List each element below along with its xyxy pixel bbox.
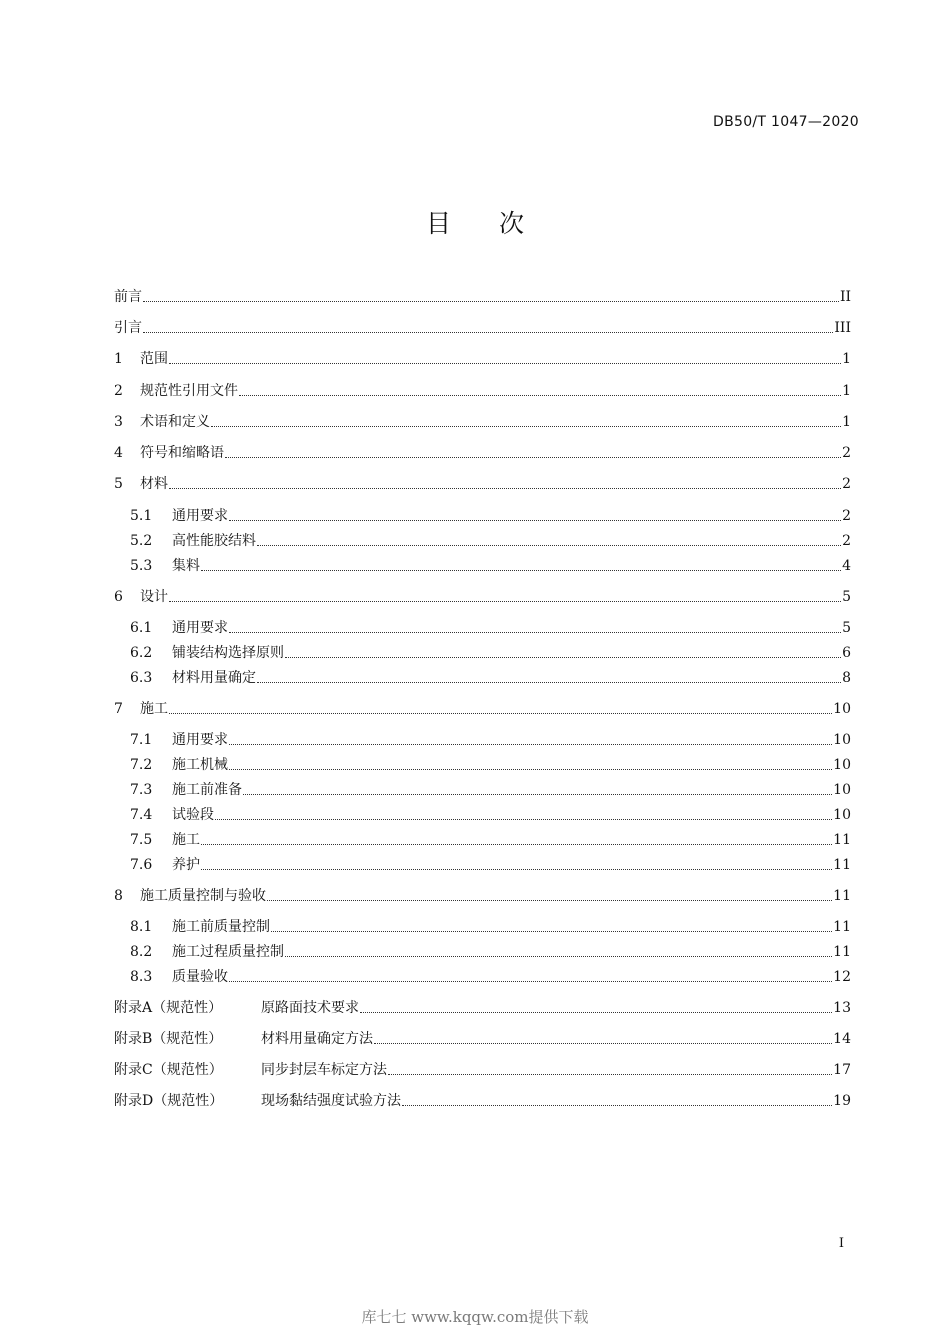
toc-entry[interactable] [114, 348, 851, 370]
toc-entry[interactable] [130, 555, 851, 577]
toc-entry-page: 11 [833, 832, 851, 848]
toc-entry[interactable] [130, 804, 851, 826]
toc-leader-dots [257, 544, 841, 546]
toc-entry-label: 范围 [140, 351, 168, 367]
toc-entry[interactable] [114, 1090, 851, 1112]
toc-entry-number: 6.1 [130, 620, 153, 636]
toc-entry-label: 施工 [140, 701, 168, 717]
toc-entry-page: 11 [833, 857, 851, 873]
toc-entry-label: 质量验收 [172, 969, 228, 985]
toc-entry[interactable] [114, 442, 851, 464]
toc-entry-label: 同步封层车标定方法 [261, 1062, 387, 1078]
toc-leader-dots [374, 1042, 832, 1044]
toc-entry-number: 5.1 [130, 508, 153, 524]
toc-leader-dots [201, 868, 832, 870]
toc-entry-page: 10 [833, 757, 851, 773]
toc-appendix-prefix: 附录B（规范性） [114, 1031, 223, 1047]
toc-leader-dots [169, 362, 841, 364]
toc-entry[interactable] [130, 854, 851, 876]
toc-leader-dots [229, 980, 832, 982]
toc-entry[interactable] [130, 829, 851, 851]
toc-entry[interactable] [130, 779, 851, 801]
toc-entry-page: 10 [833, 701, 851, 717]
toc-entry[interactable] [130, 966, 851, 988]
toc-entry-label: 养护 [172, 857, 200, 873]
toc-entry-page: 1 [842, 383, 851, 399]
toc-leader-dots [360, 1011, 832, 1013]
toc-entry[interactable] [130, 941, 851, 963]
toc-entry-label: 材料用量确定方法 [261, 1031, 373, 1047]
watermark: 库七七 www.kqqw.com提供下载 [361, 1308, 589, 1326]
toc-leader-dots [229, 631, 841, 633]
toc-entry-page: 2 [842, 508, 851, 524]
toc-leader-dots [215, 818, 832, 820]
toc-leader-dots [169, 600, 841, 602]
toc-entry-label: 铺装结构选择原则 [172, 645, 284, 661]
toc-entry-label: 设计 [140, 589, 168, 605]
toc-entry-label: 规范性引用文件 [140, 383, 238, 399]
toc-entry-page: 5 [842, 589, 851, 605]
toc-entry[interactable] [114, 473, 851, 495]
toc-entry-number: 6.3 [130, 670, 153, 686]
toc-entry-page: 12 [833, 969, 851, 985]
toc-leader-dots [285, 656, 841, 658]
toc-entry[interactable] [114, 411, 851, 433]
toc-entry-number: 5.3 [130, 558, 153, 574]
toc-entry-page: 11 [833, 888, 851, 904]
toc-entry-page: II [839, 289, 851, 305]
toc-entry[interactable] [130, 916, 851, 938]
toc-leader-dots [169, 487, 841, 489]
toc-entry-label: 高性能胶结料 [172, 533, 256, 549]
toc-leader-dots [201, 843, 832, 845]
toc-entry-label: 引言 [114, 320, 142, 336]
toc-entry[interactable] [114, 698, 851, 720]
toc-entry-label: 通用要求 [172, 508, 228, 524]
toc-entry-page: 6 [842, 645, 851, 661]
toc-entry-page: 13 [833, 1000, 851, 1016]
toc-entry-label: 施工前准备 [172, 782, 242, 798]
toc-entry-number: 7.3 [130, 782, 153, 798]
toc-leader-dots [271, 930, 832, 932]
toc-entry-number: 5.2 [130, 533, 153, 549]
toc-entry-label: 符号和缩略语 [140, 445, 224, 461]
toc-entry-page: 17 [833, 1062, 851, 1078]
toc-entry[interactable] [130, 617, 851, 639]
toc-entry-label: 材料 [140, 476, 168, 492]
toc-leader-dots [229, 519, 841, 521]
toc-entry-label: 术语和定义 [140, 414, 210, 430]
toc-entry-number: 6.2 [130, 645, 153, 661]
toc-leader-dots [201, 569, 841, 571]
toc-entry[interactable] [114, 586, 851, 608]
toc-leader-dots [285, 955, 832, 957]
toc-entry-number: 6 [114, 589, 123, 605]
toc-leader-dots [225, 456, 841, 458]
toc-entry-label: 施工前质量控制 [172, 919, 270, 935]
toc-entry-page: 10 [833, 782, 851, 798]
toc-entry-label: 现场黏结强度试验方法 [261, 1093, 401, 1109]
toc-entry-page: 2 [842, 533, 851, 549]
toc-entry-number: 8.3 [130, 969, 153, 985]
toc-leader-dots [257, 681, 841, 683]
toc-leader-dots [229, 743, 832, 745]
toc-entry-label: 通用要求 [172, 620, 228, 636]
toc-appendix-prefix: 附录C（规范性） [114, 1062, 223, 1078]
toc-entry-label: 原路面技术要求 [261, 1000, 359, 1016]
toc-entry-label: 试验段 [172, 807, 214, 823]
toc-entry-page: 5 [842, 620, 851, 636]
toc-entry[interactable] [114, 286, 851, 308]
toc-entry[interactable] [130, 530, 851, 552]
toc-entry[interactable] [114, 885, 851, 907]
toc-entry-page: 10 [833, 807, 851, 823]
toc-entry[interactable] [130, 667, 851, 689]
toc-entry-label: 前言 [114, 289, 142, 305]
toc-entry-number: 4 [114, 445, 123, 461]
toc-leader-dots [388, 1073, 832, 1075]
toc-entry-number: 5 [114, 476, 123, 492]
toc-entry-page: 10 [833, 732, 851, 748]
toc-leader-dots [267, 899, 832, 901]
page-title: 目 次 [426, 209, 524, 238]
page-number: I [838, 1236, 844, 1251]
toc-entry-number: 1 [114, 351, 123, 367]
toc-entry[interactable] [130, 754, 851, 776]
toc-leader-dots [402, 1104, 832, 1106]
toc-leader-dots [211, 425, 841, 427]
toc-entry-number: 7.6 [130, 857, 153, 873]
toc-entry[interactable] [114, 317, 851, 339]
toc-entry-label: 施工机械 [172, 757, 228, 773]
toc-entry-label: 施工过程质量控制 [172, 944, 284, 960]
standard-code: DB50/T 1047—2020 [713, 114, 859, 130]
toc-entry-page: 1 [842, 351, 851, 367]
toc-entry-number: 7.1 [130, 732, 153, 748]
toc-entry-number: 7 [114, 701, 123, 717]
toc-entry[interactable] [130, 642, 851, 664]
toc-entry-page: 4 [842, 558, 851, 574]
toc-leader-dots [143, 300, 839, 302]
toc-entry-page: III [834, 320, 851, 336]
toc-entry-label: 施工质量控制与验收 [140, 888, 266, 904]
toc-entry-page: 2 [842, 445, 851, 461]
toc-entry-number: 8.2 [130, 944, 153, 960]
toc-entry-page: 11 [833, 919, 851, 935]
toc-entry-label: 材料用量确定 [172, 670, 256, 686]
toc-entry[interactable] [114, 1028, 851, 1050]
toc-entry-page: 1 [842, 414, 851, 430]
toc-leader-dots [239, 394, 841, 396]
toc-entry-page: 19 [833, 1093, 851, 1109]
toc-appendix-prefix: 附录D（规范性） [114, 1093, 224, 1109]
toc-leader-dots [143, 331, 833, 333]
toc-entry-number: 8 [114, 888, 123, 904]
toc-entry-number: 2 [114, 383, 123, 399]
toc-entry-number: 8.1 [130, 919, 153, 935]
toc-entry-label: 集料 [172, 558, 200, 574]
toc-entry[interactable] [114, 380, 851, 402]
toc-entry-label: 通用要求 [172, 732, 228, 748]
toc-entry-number: 7.5 [130, 832, 153, 848]
toc-entry-number: 7.4 [130, 807, 153, 823]
toc-entry-number: 7.2 [130, 757, 153, 773]
toc-entry-label: 施工 [172, 832, 200, 848]
toc-entry-page: 8 [842, 670, 851, 686]
toc-entry-page: 11 [833, 944, 851, 960]
toc-leader-dots [169, 712, 832, 714]
toc-entry-page: 14 [833, 1031, 851, 1047]
toc-appendix-prefix: 附录A（规范性） [114, 1000, 223, 1016]
toc-entry[interactable] [130, 505, 851, 527]
toc-entry-page: 2 [842, 476, 851, 492]
toc-entry[interactable] [114, 997, 851, 1019]
toc-entry[interactable] [114, 1059, 851, 1081]
toc-leader-dots [229, 768, 832, 770]
toc-entry[interactable] [130, 729, 851, 751]
toc-entry-number: 3 [114, 414, 123, 430]
toc-leader-dots [243, 793, 832, 795]
